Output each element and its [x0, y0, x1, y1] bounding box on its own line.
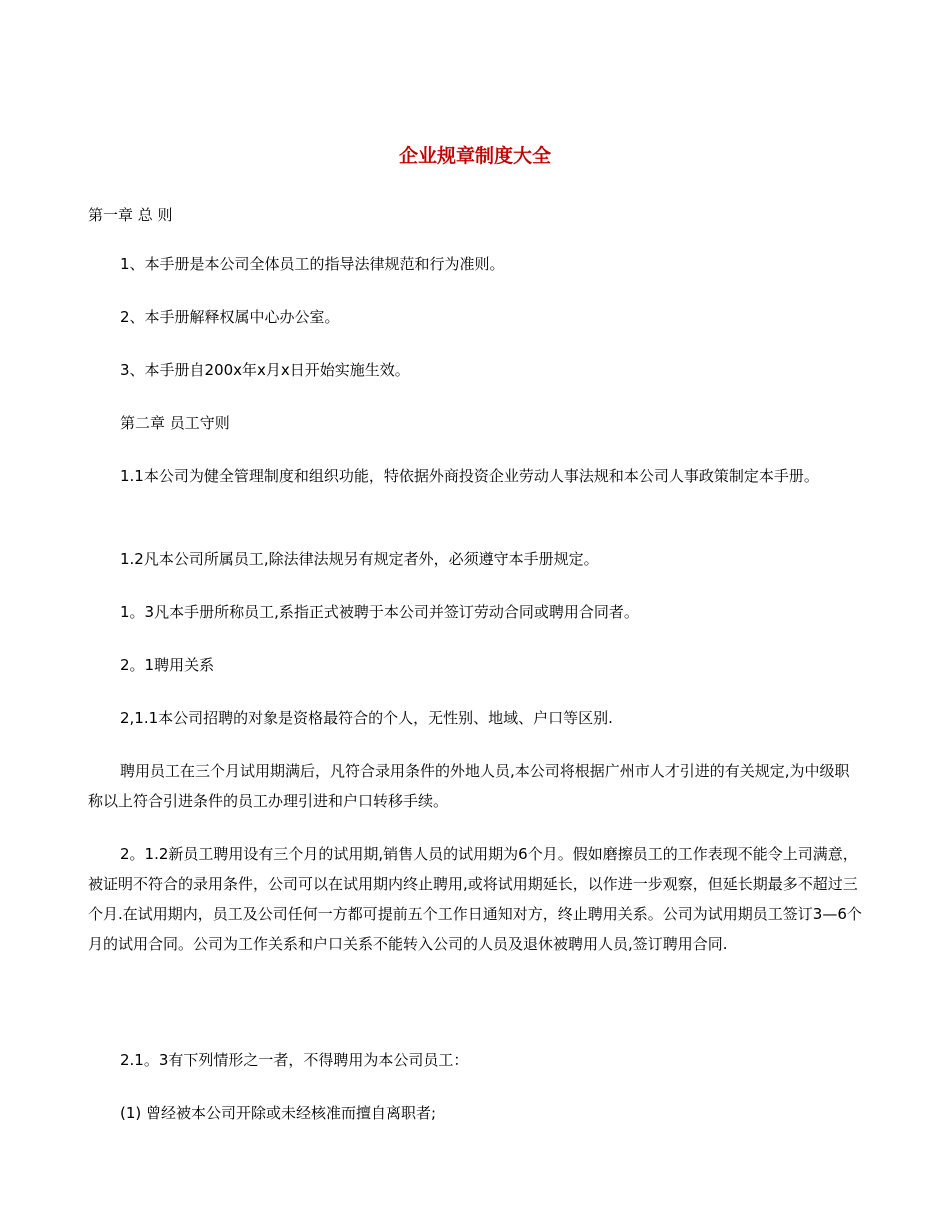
chapter-two-heading: 第二章 员工守则: [120, 414, 230, 432]
paragraph-probation-transfer: 聘用员工在三个月试用期满后，凡符合录用条件的外地人员,本公司将根据广州市人才引进的有关规定,为中级职称以上符合引进条件的员工办理引进和户口转移手续。: [88, 762, 850, 810]
paragraph-2-1-2: 2。1.2新员工聘用设有三个月的试用期,销售人员的试用期为6个月。假如磨擦员工的工作表现不能令上司满意，被证明不符合的录用条件，公司可以在试用期内终止聘用,或将试用期延长，以作进一步观察，但延长期最多不超过三个月.在试用期内，员工及公司任何一方都可提前五个工作日通知对方，终止聘用关系。公司为试用期员工签订3—6个月的试用合同。公司为工作关系和户口关系不能转入公司的人员及退休被聘用人员,签订聘用合同.: [88, 845, 862, 953]
paragraph-1: 1、本手册是本公司全体员工的指导法律规范和行为准则。: [120, 255, 505, 273]
paragraph-2-1-3: 2.1。3有下列情形之一者，不得聘用为本公司员工：: [120, 1051, 469, 1069]
paragraph-2: 2、本手册解释权属中心办公室。: [120, 308, 340, 326]
paragraph-2-1-1: 2,1.1本公司招聘的对象是资格最符合的个人，无性别、地域、户口等区别.: [120, 709, 613, 727]
paragraph-3: 3、本手册自200x年x月x日开始实施生效。: [120, 361, 410, 379]
chapter-one-heading: 第一章 总 则: [88, 206, 173, 224]
section-2-1-heading: 2。1聘用关系: [120, 656, 215, 674]
paragraph-1-3: 1。3凡本手册所称员工,系指正式被聘于本公司并签订劳动合同或聘用合同者。: [120, 603, 639, 621]
list-item-1: (1) 曾经被本公司开除或未经核准而擅自离职者;: [120, 1104, 437, 1122]
paragraph-1-2: 1.2凡本公司所属员工,除法律法规另有规定者外，必须遵守本手册规定。: [120, 550, 599, 568]
paragraph-1-1: 1.1本公司为健全管理制度和组织功能，特依据外商投资企业劳动人事法规和本公司人事政策制定本手册。: [120, 467, 819, 485]
document-title: 企业规章制度大全: [398, 145, 551, 167]
